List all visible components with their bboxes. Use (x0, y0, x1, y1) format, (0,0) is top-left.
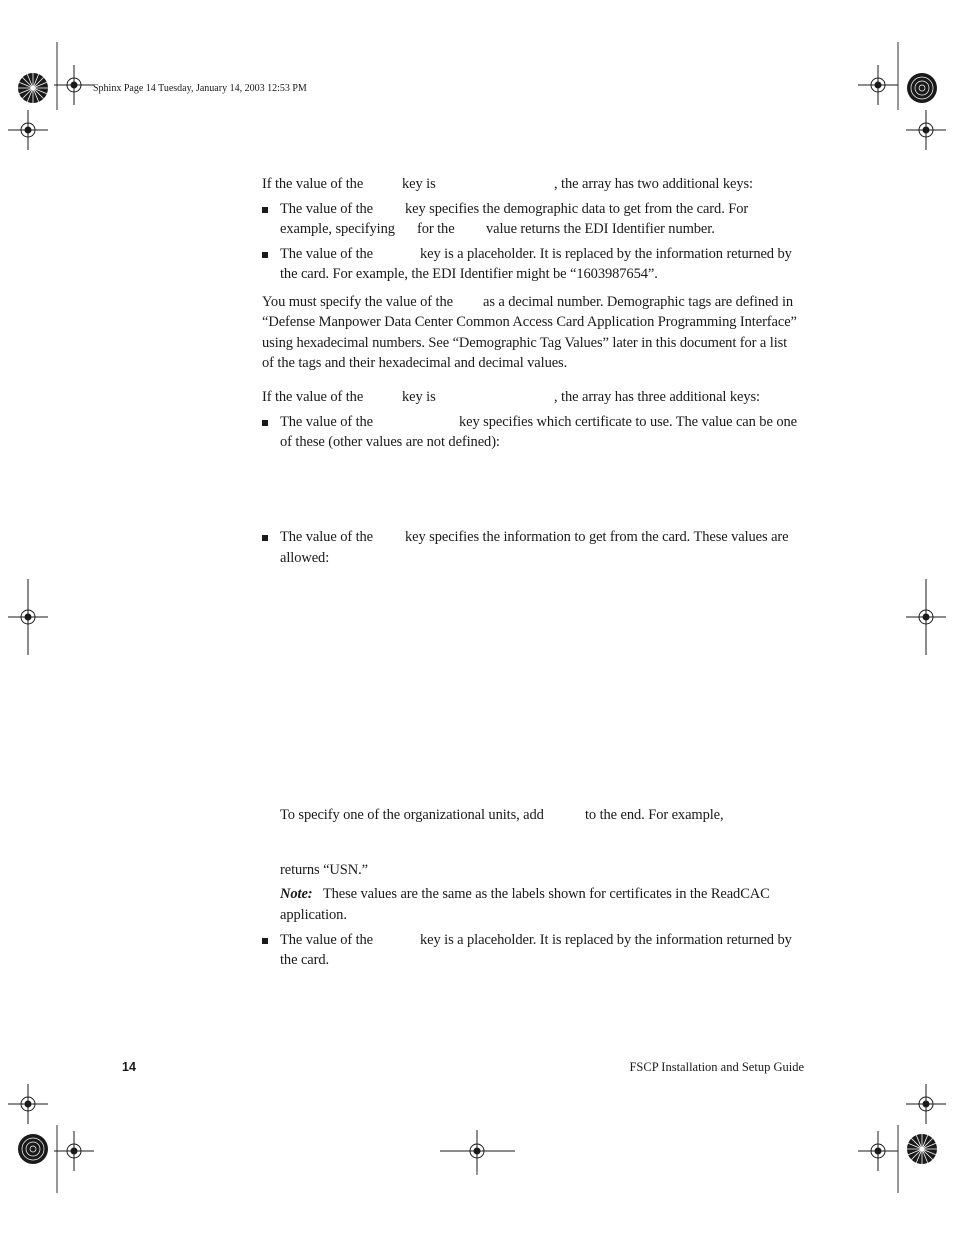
page-number: 14 (122, 1060, 136, 1074)
text: key specifies which certificate to use. The value can be one (459, 414, 797, 430)
text: To specify one of the organizational units, add (280, 807, 544, 823)
text: using hexadecimal numbers. See “Demographic Tag Values” later in this document for a list (262, 335, 788, 351)
list-item-line (405, 527, 788, 548)
star-target-icon (17, 72, 49, 104)
text: If the value of the (262, 176, 364, 192)
registration-mark-icon (8, 110, 48, 150)
note-line (280, 884, 770, 905)
text: example, specifying (280, 221, 395, 237)
paragraph-line (262, 353, 567, 374)
print-slug: Sphinx Page 14 Tuesday, January 14, 2003 12:53 PM (93, 83, 307, 94)
text: key is a placeholder. It is replaced by the information returned by (420, 932, 792, 948)
paragraph-line (554, 387, 760, 408)
star-target-icon (906, 1133, 938, 1165)
paragraph-line (585, 805, 724, 826)
bullet-icon (262, 535, 268, 541)
circle-target-icon (906, 72, 938, 104)
list-item-line (280, 244, 373, 265)
text: The value of the (280, 246, 374, 262)
text: as a decimal number. Demographic tags are defined in (483, 294, 794, 310)
text: The value of the (280, 932, 374, 948)
text: for the (417, 221, 455, 237)
paragraph-line (262, 292, 453, 313)
text: The value of the (280, 529, 374, 545)
text: to the end. For example, (585, 807, 724, 823)
text: key specifies the information to get from the card. These values are (405, 529, 789, 545)
text: “Defense Manpower Data Center Common Access Card Application Programming Interface” (262, 314, 797, 330)
text: allowed: (280, 550, 330, 566)
list-item-line (405, 199, 748, 220)
text: of these (other values are not defined): (280, 434, 500, 450)
paragraph-line (262, 387, 363, 408)
list-item-line (280, 930, 373, 951)
registration-mark-icon (8, 579, 48, 655)
registration-mark-icon (906, 579, 946, 655)
list-item-line (417, 219, 455, 240)
registration-mark-icon (54, 65, 94, 105)
text: , the array has two additional keys: (554, 176, 753, 192)
paragraph-line (280, 805, 544, 826)
paragraph-line (402, 174, 436, 195)
list-item-line (420, 244, 792, 265)
text: value returns the EDI Identifier number. (486, 221, 715, 237)
note-label: Note: (280, 886, 313, 902)
bullet-icon (262, 252, 268, 258)
bullet-icon (262, 207, 268, 213)
paragraph-line (402, 387, 436, 408)
registration-mark-icon (906, 1084, 946, 1124)
list-item-line (280, 264, 658, 285)
bullet-icon (262, 420, 268, 426)
text: If the value of the (262, 389, 364, 405)
paragraph-line (554, 174, 753, 195)
registration-mark-icon (8, 1084, 48, 1124)
list-item-line (486, 219, 715, 240)
text: the card. (280, 952, 330, 968)
text: the card. For example, the EDI Identifier might be “1603987654”. (280, 266, 658, 282)
list-item-line (280, 432, 500, 453)
list-item-line (280, 219, 395, 240)
registration-mark-icon (858, 65, 898, 105)
note-line (280, 905, 347, 926)
list-item-line (280, 950, 329, 971)
bullet-icon (262, 938, 268, 944)
running-footer-title: FSCP Installation and Setup Guide (629, 1060, 804, 1074)
list-item-line (280, 548, 329, 569)
text: These values are the same as the labels shown for certificates in the ReadCAC (322, 886, 770, 902)
list-item-line (420, 930, 792, 951)
text: You must specify the value of the (262, 294, 453, 310)
registration-mark-icon (906, 110, 946, 150)
list-item-line (459, 412, 797, 433)
paragraph-line (262, 174, 363, 195)
text: of the tags and their hexadecimal and decimal values. (262, 355, 568, 371)
text: The value of the (280, 414, 374, 430)
paragraph-line (280, 860, 368, 881)
paragraph-line (262, 312, 797, 333)
text: key specifies the demographic data to get from the card. For (405, 201, 749, 217)
registration-mark-icon (457, 1131, 497, 1171)
list-item-line (280, 527, 373, 548)
text: key is (402, 389, 436, 405)
registration-mark-icon (54, 1131, 94, 1171)
text: key is a placeholder. It is replaced by the information returned by (420, 246, 792, 262)
paragraph-line (262, 333, 787, 354)
list-item-line (280, 412, 373, 433)
text: , the array has three additional keys: (554, 389, 760, 405)
text: key is (402, 176, 436, 192)
registration-mark-icon (858, 1131, 898, 1171)
text: returns “USN.” (280, 862, 368, 878)
text: The value of the (280, 201, 374, 217)
paragraph-line (483, 292, 793, 313)
list-item-line (280, 199, 373, 220)
text: application. (280, 907, 347, 923)
circle-target-icon (17, 1133, 49, 1165)
